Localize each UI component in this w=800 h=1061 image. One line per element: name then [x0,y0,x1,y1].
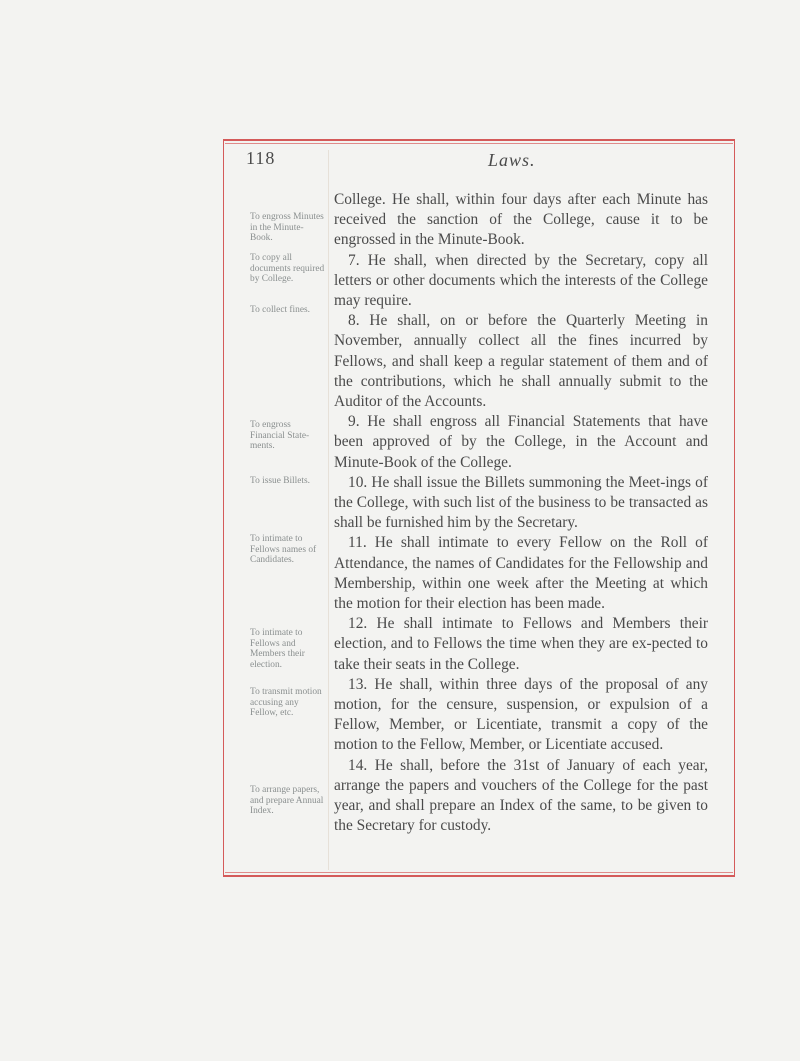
paragraph: 13. He shall, within three days of the proposal of any motion, for the censure, suspension, or expulsion of a Fellow, Member, or Licentiate, transmit a copy of the motion to the Fellow, Member, or Licentiate accused. [334,675,708,754]
paragraph: 7. He shall, when directed by the Secretary, copy all letters or other documents which the interests of the College may require. [334,251,708,310]
running-head: Laws. [488,150,536,170]
margin-note: To engross Financial State-ments. [250,420,310,451]
bottom-rule [225,872,733,873]
body-text [334,190,708,837]
margin-note: To engross Minutes in the Minute-Book. [250,212,324,243]
margin-note: To collect fines. [250,305,310,315]
paragraph: 10. He shall issue the Billets summoning the Meet-ings of the College, with such list of the business to be transacted as shall be furnished him by the Secretary. [334,473,708,532]
top-rule [225,143,733,144]
paragraph: 12. He shall intimate to Fellows and Members their election, and to Fellows the time when they are ex-pected to take their seats in the College. [334,615,708,673]
paragraph: 14. He shall, before the 31st of January of each year, arrange the papers and vouchers of the College for the past year, and shall prepare an Index of the same, to be given to the Secretary for custody. [334,756,708,835]
paragraph: 8. He shall, on or before the Quarterly Meeting in November, annually collect all the fines incurred by Fellows, and shall keep a regular statement of them and of the contributions, which he shall annually submit to the Auditor of the Accounts. [334,312,708,411]
margin-note: To issue Billets. [250,476,311,486]
page-number: 118 [246,148,276,168]
margin-rule [328,150,329,870]
margin-note: To arrange papers, and prepare Annual Index. [250,785,324,816]
paragraph: College. He shall, within four days after each Minute has received the sanction of the College, cause it to be engrossed in the Minute-Book. [334,191,708,249]
paragraph: 9. He shall engross all Financial Statements that have been approved of by the College, in the Account and Minute-Book of the College. [334,413,708,471]
margin-note: To intimate to Fellows names of Candidates. [250,534,317,565]
paragraph: 11. He shall intimate to every Fellow on the Roll of Attendance, the names of Candidates for the Fellowship and Membership, within one week after the Meeting at which the motion for their election has been made. [334,534,708,613]
margin-note: To intimate to Fellows and Members their election. [250,628,305,670]
margin-note: To transmit motion accusing any Fellow, etc. [250,687,322,718]
margin-note: To copy all documents required by College. [250,253,325,284]
